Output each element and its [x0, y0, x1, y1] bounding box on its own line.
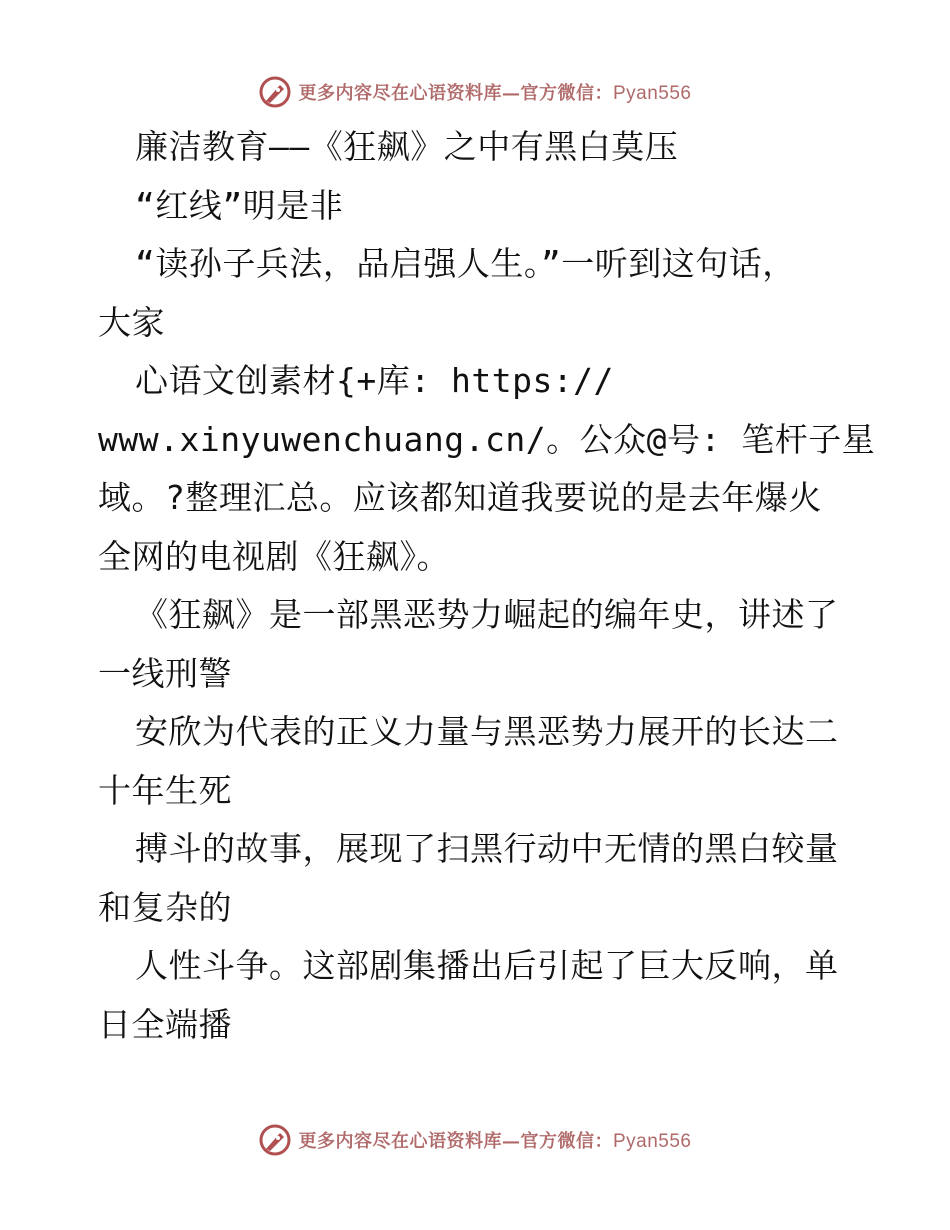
document-line: 域。?整理汇总。应该都知道我要说的是去年爆火: [98, 478, 822, 517]
header-banner: [0, 72, 950, 112]
document-body: [98, 118, 876, 1054]
pen-nib-logo-icon: [258, 75, 292, 109]
document-line: 十年生死: [98, 770, 232, 810]
banner-label: 更多内容尽在心语资料库—官方微信：: [298, 1131, 613, 1152]
document-line: 大家: [98, 302, 165, 342]
document-line: 廉洁教育——《狂飙》之中有黑白莫压: [135, 127, 679, 166]
document-line: 《狂飙》是一部黑恶势力崛起的编年史，讲述了: [135, 595, 839, 634]
pen-nib-logo-icon: [258, 1123, 292, 1157]
banner-handle: Pyan556: [612, 83, 692, 104]
document-line: www.xinyuwenchuang.cn/。公众@号: 笔杆子星: [98, 419, 876, 459]
document-line: 全网的电视剧《狂飙》。: [98, 536, 450, 576]
banner-label: 更多内容尽在心语资料库—官方微信：: [298, 83, 613, 104]
document-line: 日全端播: [98, 1004, 232, 1044]
document-line: “红线”明是非: [135, 185, 344, 225]
footer-banner: [0, 1120, 950, 1160]
document-line: 搏斗的故事，展现了扫黑行动中无情的黑白较量: [135, 829, 839, 868]
document-line: 安欣为代表的正义力量与黑恶势力展开的长达二: [135, 712, 839, 751]
document-line: 心语文创素材{+库: https://: [135, 361, 614, 400]
banner-handle: Pyan556: [612, 1131, 692, 1152]
banner-text: [298, 1127, 691, 1153]
document-line: 和复杂的: [98, 887, 232, 927]
document-line: 人性斗争。这部剧集播出后引起了巨大反响，单: [135, 946, 839, 985]
document-line: “读孙子兵法，品启强人生。”一听到这句话，: [135, 244, 796, 283]
banner-text: [298, 79, 691, 105]
document-line: 一线刑警: [98, 653, 232, 693]
